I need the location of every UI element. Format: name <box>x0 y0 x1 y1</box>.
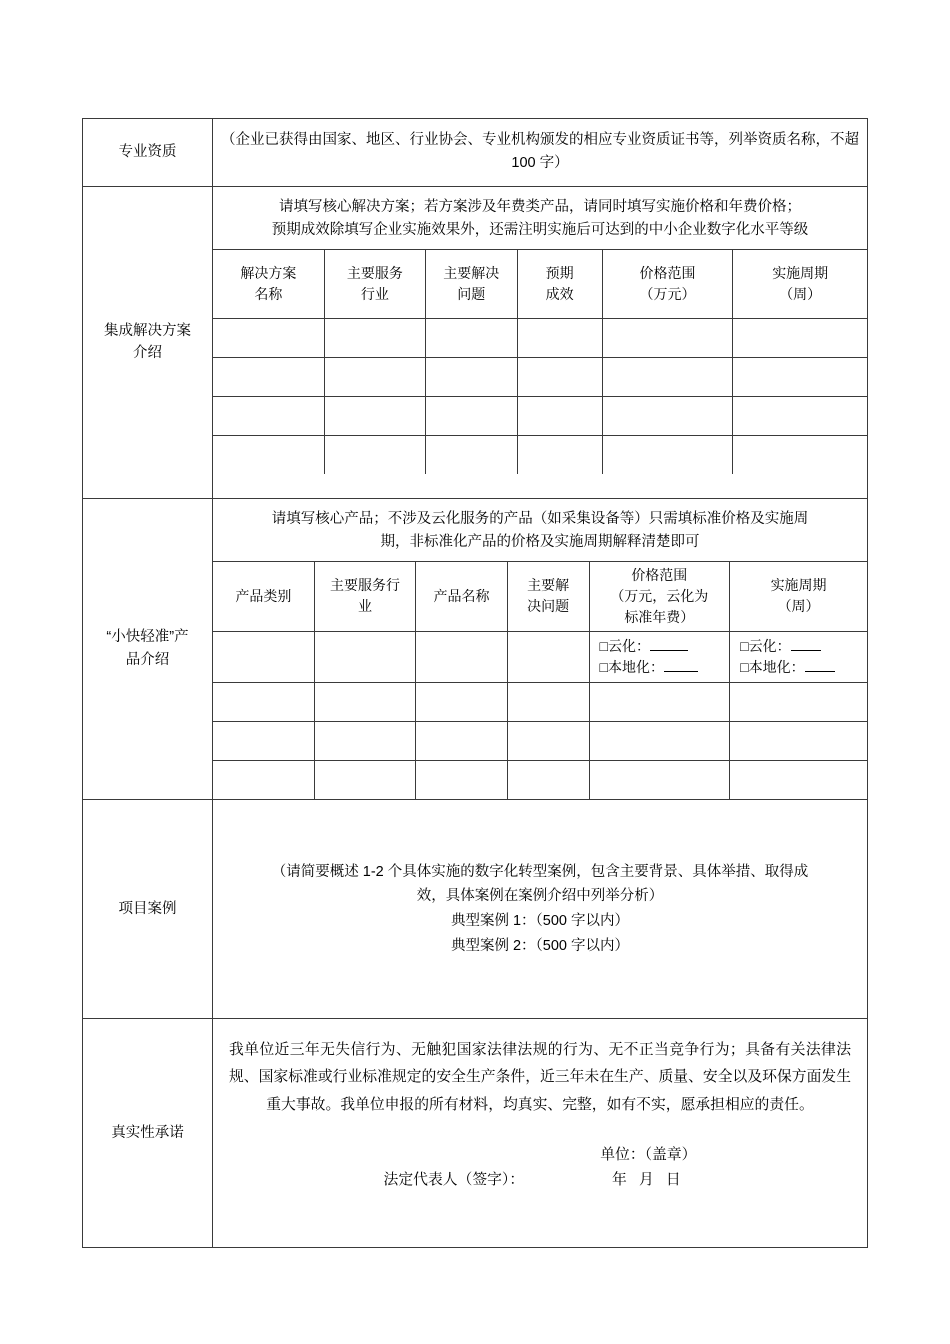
section-row-light-products <box>83 498 868 799</box>
cell-solution-name[interactable] <box>213 396 324 435</box>
header-line-2: 成效 <box>545 285 574 302</box>
checkbox-option-local[interactable] <box>600 657 728 678</box>
cell-product-name[interactable] <box>416 682 508 721</box>
qualification-note: （企业已获得由国家、地区、行业协会、专业机构颁发的相应专业资质证书等，列举资质名称，不超 100 字） <box>221 132 859 172</box>
cell-duration-checkboxes[interactable] <box>730 631 867 682</box>
cell-solution-name[interactable] <box>213 435 324 474</box>
cell-solution-name[interactable] <box>213 318 324 357</box>
section-body-authenticity-commitment <box>213 1018 868 1247</box>
table-row[interactable] <box>213 682 867 721</box>
table-row[interactable] <box>213 760 867 799</box>
cell-main-problem[interactable] <box>507 682 589 721</box>
legal-representative-signature-field[interactable]: 法定代表人（签字）： <box>383 1172 525 1189</box>
column-header-duration <box>733 249 867 318</box>
cell-main-industry[interactable] <box>314 682 415 721</box>
table-row[interactable] <box>213 721 867 760</box>
section-label-project-cases: 项目案例 <box>83 799 213 1018</box>
header-line-2: （万元） <box>639 285 696 302</box>
section-label-integrated-solution <box>83 186 213 498</box>
column-header-duration <box>730 561 867 631</box>
cell-main-industry[interactable] <box>324 396 425 435</box>
checkbox-option-local[interactable] <box>740 657 865 678</box>
section-label-qualification: 专业资质 <box>83 119 213 187</box>
header-line-1: 主要解决 <box>443 264 500 281</box>
section-bottom-spacer <box>213 474 867 498</box>
table-row[interactable] <box>213 631 867 682</box>
header-line-1: 产品类别 <box>235 587 292 604</box>
header-line-2: （周） <box>779 285 822 302</box>
cell-product-category[interactable] <box>213 721 314 760</box>
checkbox-label-local: □本地化： <box>740 658 805 675</box>
section-row-qualification <box>83 119 868 187</box>
checkbox-label-cloud: □云化： <box>740 637 791 654</box>
header-line-1: 解决方案 <box>240 264 297 281</box>
light-products-note <box>213 499 867 561</box>
header-line-1: 实施周期 <box>772 264 829 281</box>
header-line-1: 产品名称 <box>433 587 490 604</box>
checkbox-option-cloud[interactable] <box>740 636 865 657</box>
cell-main-problem[interactable] <box>507 721 589 760</box>
checkbox-blank-line[interactable] <box>805 671 835 672</box>
cell-main-problem[interactable] <box>426 357 518 396</box>
header-line-1: 实施周期 <box>770 577 827 594</box>
cell-main-industry[interactable] <box>324 318 425 357</box>
cell-product-name[interactable] <box>416 721 508 760</box>
cell-main-industry[interactable] <box>324 357 425 396</box>
cell-duration[interactable] <box>730 760 867 799</box>
cell-expected-effect[interactable] <box>517 396 602 435</box>
cell-product-category[interactable] <box>213 631 314 682</box>
column-header-price-range <box>602 249 733 318</box>
column-header-product-category <box>213 561 314 631</box>
commitment-text: 我单位近三年无失信行为、无触犯国家法律法规的行为、无不正当竞争行为；具备有关法律法规、国家标准或行业标准规定的安全生产条件，近三年未在生产、质量、安全以及环保方面发生重大事故。我单位申报的所有材料，均真实、完整，如有不实，愿承担相应的责任。 <box>229 1041 851 1113</box>
note-line-1: 请填写核心产品；不涉及云化服务的产品（如采集设备等）只需填标准价格及实施周 <box>271 510 809 527</box>
cell-main-problem[interactable] <box>426 318 518 357</box>
cell-expected-effect[interactable] <box>517 357 602 396</box>
note-line-2: 预期成效除填写企业实施效果外，还需注明实施后可达到的中小企业数字化水平等级 <box>271 222 809 239</box>
integrated-solution-note <box>213 187 867 249</box>
checkbox-option-cloud[interactable] <box>600 636 728 657</box>
column-header-expected-effect <box>517 249 602 318</box>
case-1-label: 典型案例 1：（500 字以内） <box>450 912 630 929</box>
label-line-1: 集成解决方案 <box>104 322 191 339</box>
cell-duration[interactable] <box>733 435 867 474</box>
column-header-price-range <box>589 561 730 631</box>
column-header-main-problem <box>426 249 518 318</box>
section-body-project-cases[interactable] <box>213 799 868 1018</box>
cell-solution-name[interactable] <box>213 357 324 396</box>
column-header-solution-name <box>213 249 324 318</box>
header-line-2: （万元，云化为 <box>610 587 709 604</box>
section-label-light-products <box>83 498 213 799</box>
header-line-2: 名称 <box>254 285 283 302</box>
case-2-label: 典型案例 2：（500 字以内） <box>450 937 630 954</box>
cell-main-problem[interactable] <box>507 760 589 799</box>
cell-product-category[interactable] <box>213 760 314 799</box>
table-row[interactable] <box>213 396 867 435</box>
cell-main-problem[interactable] <box>507 631 589 682</box>
header-line-2: （周） <box>777 598 820 615</box>
cell-main-industry[interactable] <box>314 721 415 760</box>
cell-main-problem[interactable] <box>426 435 518 474</box>
cell-duration[interactable] <box>730 682 867 721</box>
table-row[interactable] <box>213 357 867 396</box>
section-row-integrated-solution <box>83 186 868 498</box>
table-header-row <box>213 561 867 631</box>
integrated-solution-table <box>213 249 867 474</box>
table-header-row <box>213 249 867 318</box>
cell-duration[interactable] <box>733 396 867 435</box>
header-line-1: 价格范围 <box>639 264 696 281</box>
cell-price-range-checkboxes[interactable] <box>589 631 730 682</box>
cell-main-industry[interactable] <box>314 760 415 799</box>
note-line-2: 效，具体案例在案例介绍中列举分析） <box>416 888 664 905</box>
label-line-2: 品介绍 <box>125 651 170 668</box>
commitment-wrapper <box>213 1019 867 1203</box>
header-line-2: 问题 <box>457 285 486 302</box>
table-row[interactable] <box>213 435 867 474</box>
cell-expected-effect[interactable] <box>517 318 602 357</box>
checkbox-blank-line[interactable] <box>650 650 688 651</box>
cell-price-range[interactable] <box>589 760 730 799</box>
header-line-1: 价格范围 <box>631 566 688 583</box>
signature-row <box>213 1143 867 1193</box>
note-line-1: （请简要概述 1-2 个具体实施的数字化转型案例，包含主要背景、具体举措、取得成 <box>271 863 809 880</box>
header-line-1: 主要服务 <box>346 264 403 281</box>
table-row[interactable] <box>213 318 867 357</box>
header-line-2: 业 <box>358 598 373 615</box>
section-body-qualification <box>213 119 868 187</box>
section-body-integrated-solution <box>213 186 868 498</box>
cell-product-name[interactable] <box>416 760 508 799</box>
application-form-table <box>82 118 868 1248</box>
cell-price-range[interactable] <box>602 357 733 396</box>
cell-expected-effect[interactable] <box>517 435 602 474</box>
cell-duration[interactable] <box>733 357 867 396</box>
cell-duration[interactable] <box>733 318 867 357</box>
section-row-project-cases <box>83 799 868 1018</box>
header-line-1: 主要解 <box>527 577 570 594</box>
cell-main-industry[interactable] <box>314 631 415 682</box>
unit-seal-block <box>600 1143 696 1193</box>
header-line-2: 行业 <box>360 285 389 302</box>
column-header-main-problem <box>507 561 589 631</box>
light-products-table <box>213 561 867 799</box>
cell-price-range[interactable] <box>602 396 733 435</box>
checkbox-label-cloud: □云化： <box>599 637 650 654</box>
checkbox-blank-line[interactable] <box>664 671 698 672</box>
header-line-1: 预期 <box>545 264 574 281</box>
cell-main-problem[interactable] <box>426 396 518 435</box>
label-line-2: 介绍 <box>133 345 162 362</box>
checkbox-label-local: □本地化： <box>599 658 664 675</box>
column-header-product-name <box>416 561 508 631</box>
section-body-light-products <box>213 498 868 799</box>
checkbox-blank-line[interactable] <box>791 650 821 651</box>
project-cases-content <box>213 860 867 959</box>
column-header-main-industry <box>324 249 425 318</box>
cell-product-name[interactable] <box>416 631 508 682</box>
header-line-2: 决问题 <box>527 598 570 615</box>
form-page <box>82 118 868 1248</box>
date-field[interactable]: 年 月 日 <box>612 1172 685 1189</box>
header-line-3: 标准年费） <box>624 608 695 625</box>
cell-price-range[interactable] <box>589 682 730 721</box>
cell-main-industry[interactable] <box>324 435 425 474</box>
column-header-main-industry <box>314 561 415 631</box>
header-line-1: 主要服务行 <box>330 577 401 594</box>
cell-duration[interactable] <box>730 721 867 760</box>
note-line-1: 请填写核心解决方案；若方案涉及年费类产品，请同时填写实施价格和年费价格； <box>279 198 801 215</box>
unit-seal-field[interactable]: 单位：（盖章） <box>600 1146 697 1163</box>
section-label-authenticity-commitment: 真实性承诺 <box>83 1018 213 1247</box>
cell-price-range[interactable] <box>602 435 733 474</box>
section-row-authenticity-commitment <box>83 1018 868 1247</box>
cell-product-category[interactable] <box>213 682 314 721</box>
note-line-2: 期，非标准化产品的价格及实施周期解释清楚即可 <box>380 534 700 551</box>
cell-price-range[interactable] <box>589 721 730 760</box>
cell-price-range[interactable] <box>602 318 733 357</box>
label-line-1: “小快轻准”产 <box>106 629 189 646</box>
